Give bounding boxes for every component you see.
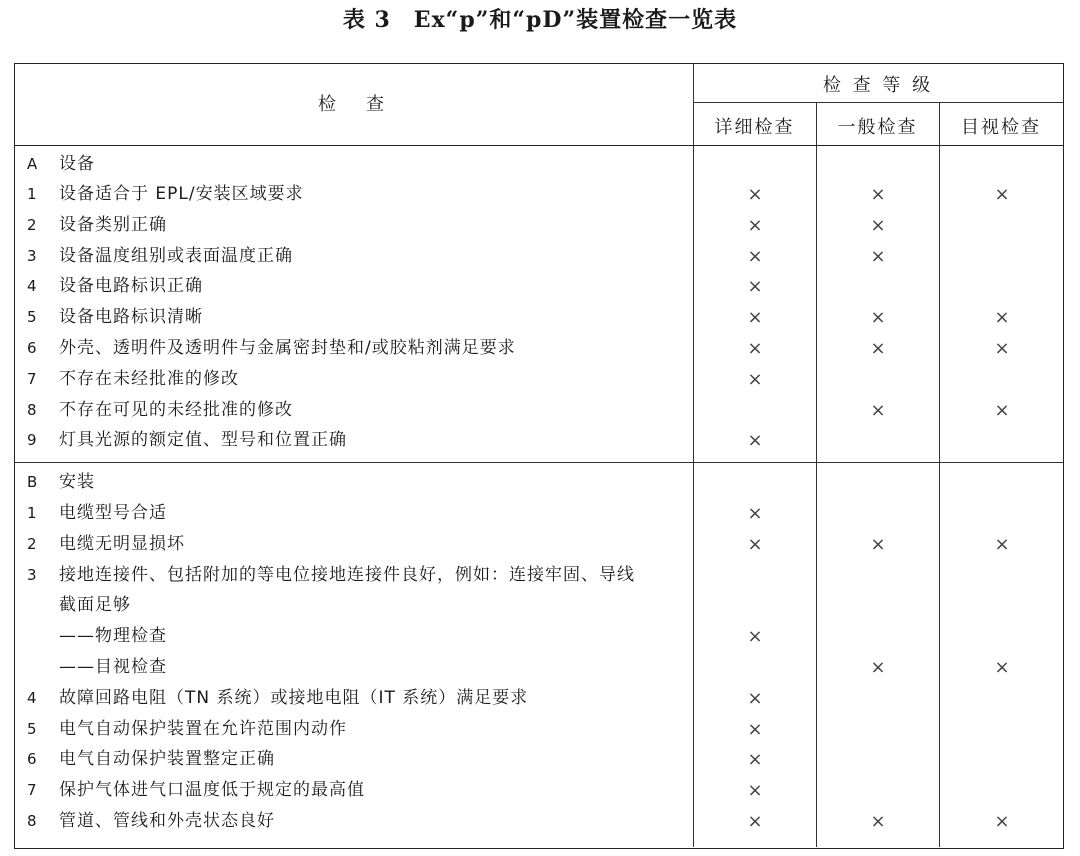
close-mark: ×	[870, 338, 886, 359]
row-number: 4	[27, 277, 37, 296]
table-row	[15, 806, 1065, 837]
row-number: 7	[27, 781, 37, 800]
row-number: 6	[27, 339, 37, 357]
row-number: 2	[27, 534, 37, 553]
table-row	[15, 683, 1065, 714]
row-text: ——物理检查	[59, 626, 167, 647]
detailed-mark: ×	[747, 338, 763, 359]
visual-mark: ×	[994, 338, 1010, 359]
row-text: 不存在可见的未经批准的修改	[59, 399, 293, 420]
table-row	[15, 714, 1065, 745]
close-mark: ×	[870, 657, 886, 678]
close-mark: ×	[870, 811, 886, 832]
table-row	[15, 179, 1065, 210]
row-number: 1	[27, 504, 37, 522]
row-text: 不存在未经批准的修改	[59, 368, 239, 389]
close-mark: ×	[870, 245, 886, 267]
visual-mark: ×	[994, 533, 1010, 555]
detailed-mark: ×	[747, 503, 763, 524]
row-number: 3	[27, 246, 37, 265]
detailed-mark: ×	[747, 214, 763, 236]
table-row	[15, 590, 1065, 621]
row-text: 设备类别正确	[59, 214, 167, 235]
detailed-mark: ×	[747, 184, 763, 205]
visual-mark: ×	[994, 811, 1010, 832]
visual-mark: ×	[994, 184, 1010, 205]
row-number: 8	[27, 812, 37, 830]
table-row	[15, 775, 1065, 806]
row-number: 9	[27, 431, 37, 450]
row-text: 设备电路标识正确	[59, 276, 203, 297]
row-text: 电缆型号合适	[59, 503, 167, 523]
table-row	[15, 621, 1065, 652]
section-a-heading	[15, 149, 1065, 180]
section-divider	[15, 462, 1063, 463]
inspection-table	[14, 63, 1064, 849]
table-row	[15, 241, 1065, 272]
section-label: 设备	[59, 154, 95, 174]
row-number: 6	[27, 750, 37, 769]
detailed-mark: ×	[747, 749, 763, 771]
detailed-mark: ×	[747, 626, 763, 648]
detailed-mark: ×	[747, 533, 763, 555]
row-number: 8	[27, 400, 37, 419]
table-row	[15, 652, 1065, 683]
close-mark: ×	[870, 307, 886, 329]
table-row	[15, 560, 1065, 591]
section-b-heading	[15, 467, 1065, 498]
table-row	[15, 364, 1065, 395]
section-letter: A	[27, 155, 38, 173]
row-text: 管道、管线和外壳状态良好	[59, 811, 275, 831]
row-text: 电气自动保护装置在允许范围内动作	[59, 718, 347, 739]
row-text: 电气自动保护装置整定正确	[59, 749, 275, 770]
table-row	[15, 395, 1065, 426]
col-header-close: 一般检查	[837, 117, 918, 138]
row-number: 4	[27, 688, 37, 707]
table-row	[15, 498, 1065, 529]
close-mark: ×	[870, 184, 886, 205]
row-text: 设备温度组别或表面温度正确	[59, 245, 293, 266]
detailed-mark: ×	[747, 276, 763, 298]
row-number: 3	[27, 565, 37, 584]
detailed-mark: ×	[747, 307, 763, 329]
table-row	[15, 744, 1065, 775]
row-text: 灯具光源的额定值、型号和位置正确	[59, 430, 347, 451]
close-mark: ×	[870, 533, 886, 555]
row-text: 接地连接件、包括附加的等电位接地连接件良好，例如：连接牢固、导线	[59, 564, 635, 585]
detailed-mark: ×	[747, 811, 763, 832]
table-row	[15, 333, 1065, 364]
visual-mark: ×	[994, 657, 1010, 678]
visual-mark: ×	[994, 399, 1010, 421]
detailed-mark: ×	[747, 687, 763, 709]
header-sub-divider	[693, 102, 1063, 103]
row-text: 故障回路电阻（TN 系统）或接地电阻（IT 系统）满足要求	[59, 687, 529, 708]
table-row	[15, 210, 1065, 241]
row-number: 2	[27, 215, 37, 234]
col-header-visual: 目视检查	[961, 117, 1041, 138]
check-header: 检 查	[318, 94, 390, 115]
table-row	[15, 529, 1065, 560]
detailed-mark: ×	[747, 718, 763, 740]
row-number: 1	[27, 185, 37, 203]
detailed-mark: ×	[747, 245, 763, 267]
row-text: 设备适合于 EPL/安装区域要求	[59, 184, 304, 204]
row-text: 电缆无明显损坏	[59, 533, 185, 554]
visual-mark: ×	[994, 307, 1010, 329]
section-label: 安装	[59, 472, 95, 492]
close-mark: ×	[870, 214, 886, 236]
detailed-mark: ×	[747, 368, 763, 390]
table-title: 表 3 Ex“p”和“pD”装置检查一览表	[342, 7, 738, 33]
detailed-mark: ×	[747, 780, 763, 802]
col-header-detailed: 详细检查	[714, 117, 795, 138]
row-number: 5	[27, 719, 37, 738]
row-number: 5	[27, 308, 37, 327]
row-text: 截面足够	[59, 595, 131, 616]
header-bottom-line	[15, 145, 1063, 146]
row-text: ——目视检查	[59, 657, 167, 677]
table-row	[15, 271, 1065, 302]
section-letter: B	[27, 473, 38, 491]
row-number: 7	[27, 369, 37, 388]
table-row	[15, 425, 1065, 456]
level-header: 检 查 等 级	[822, 75, 934, 96]
row-text: 保护气体进气口温度低于规定的最高值	[59, 780, 365, 801]
row-text: 外壳、透明件及透明件与金属密封垫和/或胶粘剂满足要求	[59, 338, 516, 358]
table-row	[15, 302, 1065, 333]
close-mark: ×	[870, 399, 886, 421]
row-text: 设备电路标识清晰	[59, 307, 203, 328]
detailed-mark: ×	[747, 430, 763, 452]
